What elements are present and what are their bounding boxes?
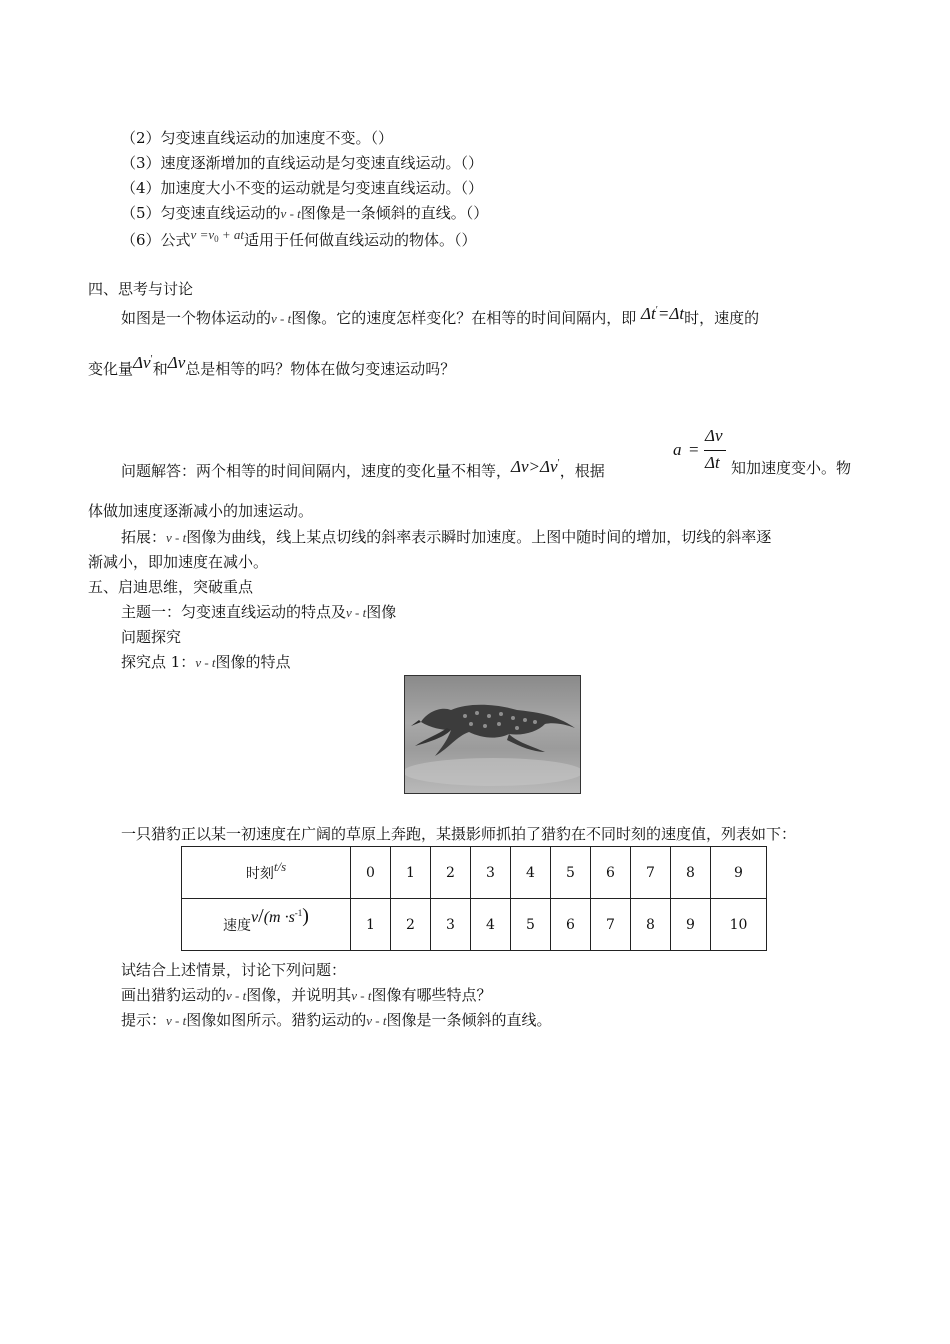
prime-mark: ′ xyxy=(557,458,560,469)
prime-mark: ′ xyxy=(655,305,658,316)
speed-label: 速度 xyxy=(223,918,252,934)
table-row-speed xyxy=(182,899,767,951)
answer-line-1 xyxy=(121,458,605,481)
formula-at: + at xyxy=(218,227,245,242)
time-cell: 4 xyxy=(511,847,551,899)
vt-symbol: v - t xyxy=(346,605,367,620)
time-cell: 1 xyxy=(391,847,431,899)
time-cell: 3 xyxy=(471,847,511,899)
judgment-5-text: （5）匀变速直线运动的 xyxy=(121,204,281,222)
hint-text: 图像如图所示。猎豹运动的 xyxy=(186,1011,367,1029)
speed-cell: 2 xyxy=(391,899,431,951)
time-cell: 7 xyxy=(631,847,671,899)
vt-symbol: v - t xyxy=(351,988,372,1003)
vt-symbol: v - t xyxy=(166,530,187,545)
formula-sub: 0 xyxy=(214,234,219,244)
discuss-prompt: 试结合上述情景，讨论下列问题： xyxy=(121,961,347,979)
answer-text: ，根据 xyxy=(559,462,605,480)
extension-line-1 xyxy=(121,527,771,548)
unit-close: ) xyxy=(302,905,309,927)
speed-cell: 8 xyxy=(631,899,671,951)
extension-text: 图像为曲线，线上某点切线的斜率表示瞬时加速度。上图中随时间的增加，切线的斜率逐 xyxy=(186,528,772,546)
time-cell: 6 xyxy=(591,847,631,899)
judgment-3: （3）速度逐渐增加的直线运动是匀变速直线运动。（） xyxy=(121,154,484,172)
question-text: 画出猎豹运动的 xyxy=(121,986,227,1004)
cheetah-photo xyxy=(404,675,581,794)
vt-symbol: v - t xyxy=(166,1013,187,1028)
point-text: 图像的特点 xyxy=(215,653,291,671)
problem-explore: 问题探究 xyxy=(121,628,182,646)
cheetah-intro: 一只猎豹正以某一初速度在广阔的草原上奔跑，某摄影师抓拍了猎豹在不同时刻的速度值，列表如下： xyxy=(121,825,797,843)
section-4-title: 四、思考与讨论 xyxy=(88,280,194,298)
speed-cell: 5 xyxy=(511,899,551,951)
section-5-title: 五、启迪思维，突破重点 xyxy=(88,578,254,596)
speed-table xyxy=(181,846,767,951)
cheetah-icon xyxy=(405,676,580,793)
fraction-bar xyxy=(704,450,726,451)
speed-unit xyxy=(251,905,309,927)
time-unit: t/s xyxy=(273,858,287,874)
speed-cell: 3 xyxy=(431,899,471,951)
answer-text: 问题解答：两个相等的时间间隔内，速度的变化量不相等， xyxy=(121,462,512,480)
time-cell: 9 xyxy=(711,847,767,899)
speed-cell: 9 xyxy=(671,899,711,951)
speed-cell: 10 xyxy=(711,899,767,951)
unit-v: v xyxy=(251,909,259,926)
time-cell: 8 xyxy=(671,847,711,899)
hint-text: 提示： xyxy=(121,1011,167,1029)
speed-cell: 1 xyxy=(351,899,391,951)
frac-a: a xyxy=(673,440,682,459)
inequality-text: Δv>Δv xyxy=(511,457,558,476)
unit-exponent: -1 xyxy=(294,908,303,918)
dv-prime xyxy=(133,353,153,372)
formula-v0: v xyxy=(208,227,215,242)
extension-text: 拓展： xyxy=(121,528,167,546)
para-text: 图像。它的速度怎样变化？在相等的时间间隔内，即 xyxy=(291,309,637,327)
prime-mark: ′ xyxy=(150,354,153,365)
section-4-para-1 xyxy=(121,305,759,329)
vt-symbol: v - t xyxy=(280,206,301,221)
judgment-6-text: （6）公式 xyxy=(121,231,191,249)
para-text: 和 xyxy=(152,360,168,378)
vt-symbol: v - t xyxy=(195,655,216,670)
frac-denominator: Δt xyxy=(705,453,720,472)
unit-body: (m ·s xyxy=(263,909,295,926)
vt-symbol: v - t xyxy=(226,988,247,1003)
judgment-5-text-end: 图像是一条倾斜的直线。（） xyxy=(300,204,489,222)
hint xyxy=(121,1010,551,1031)
question-text: 图像，并说明其 xyxy=(246,986,352,1004)
dt-symbol: Δt xyxy=(641,304,656,323)
hint-text: 图像是一条倾斜的直线。 xyxy=(386,1011,552,1029)
speed-cell: 7 xyxy=(591,899,631,951)
para-text: 总是相等的吗？物体在做匀变速运动吗？ xyxy=(185,360,456,378)
judgment-5 xyxy=(121,203,488,224)
answer-line-1-end: 知加速度变小。物 xyxy=(731,459,852,477)
section-4-para-2 xyxy=(88,353,456,379)
speed-cell: 6 xyxy=(551,899,591,951)
topic-text: 主题一：匀变速直线运动的特点及 xyxy=(121,603,347,621)
answer-line-2: 体做加速度逐渐减小的加速运动。 xyxy=(88,502,314,520)
speed-header xyxy=(182,899,351,951)
time-header xyxy=(182,847,351,899)
judgment-2: （2）匀变速直线运动的加速度不变。（） xyxy=(121,129,394,147)
vt-symbol: v - t xyxy=(366,1013,387,1028)
dt-expression xyxy=(641,304,684,323)
judgment-6 xyxy=(121,227,477,255)
time-cell: 2 xyxy=(431,847,471,899)
dv-symbol: Δv xyxy=(167,353,186,372)
table-row-time xyxy=(182,847,767,899)
dv-symbol: Δv xyxy=(133,353,151,372)
judgment-6-text-end: 适用于任何做直线运动的物体。（） xyxy=(244,231,477,249)
vt-symbol: v - t xyxy=(271,311,292,326)
frac-numerator: Δv xyxy=(705,426,723,445)
para-text: 变化量 xyxy=(88,360,134,378)
judgment-4: （4）加速度大小不变的运动就是匀变速直线运动。（） xyxy=(121,179,484,197)
time-cell: 0 xyxy=(351,847,391,899)
acceleration-fraction xyxy=(673,426,733,476)
topic-one xyxy=(121,602,396,623)
formula-v: v xyxy=(190,227,197,242)
frac-eq: = xyxy=(689,440,699,459)
explore-point-1 xyxy=(121,652,291,673)
extension-line-2: 渐减小，即加速度在减小。 xyxy=(88,553,269,571)
unit-slash: / xyxy=(258,905,264,927)
inequality xyxy=(511,457,560,476)
question-text: 图像有哪些特点？ xyxy=(371,986,492,1004)
speed-cell: 4 xyxy=(471,899,511,951)
topic-text: 图像 xyxy=(366,603,397,621)
formula xyxy=(191,227,244,242)
time-label: 时刻 xyxy=(245,865,274,882)
dt-equal: =Δt xyxy=(657,304,685,323)
para-text: 时，速度的 xyxy=(684,309,760,327)
draw-question xyxy=(121,985,491,1006)
point-text: 探究点 1： xyxy=(121,653,196,671)
formula-eq: = xyxy=(196,227,209,242)
para-text: 如图是一个物体运动的 xyxy=(121,309,272,327)
time-cell: 5 xyxy=(551,847,591,899)
